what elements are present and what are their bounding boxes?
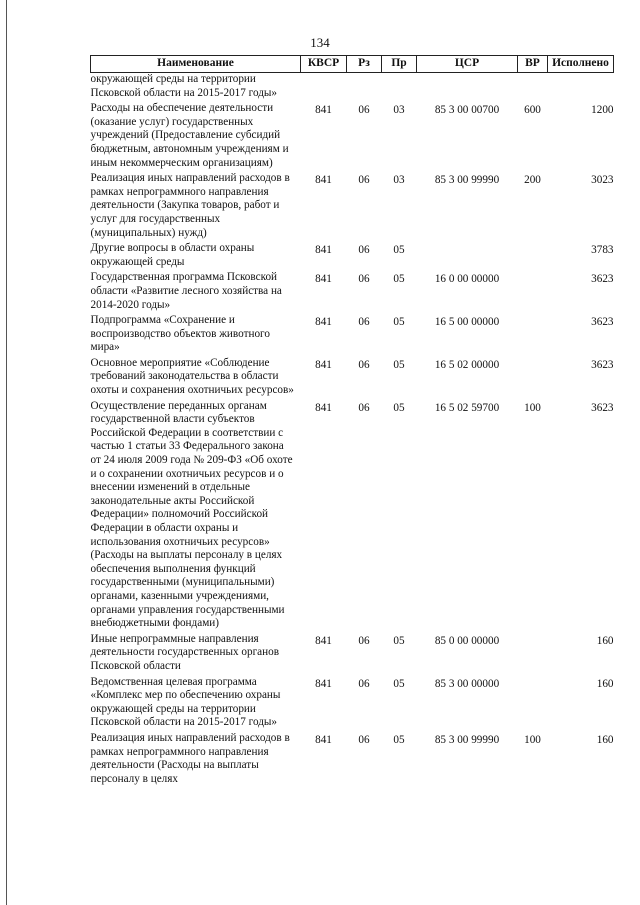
row-name: Реализация иных направлений расходов в рамках непрограммного направления деятельности (Расходы на выплаты персоналу в целях: [90, 731, 290, 785]
table-row: [91, 242, 614, 271]
row-sum: 160: [596, 677, 614, 690]
row-pr: 05: [393, 244, 405, 257]
row-vr: 200: [524, 174, 541, 187]
row-pr: 05: [393, 273, 405, 286]
row-csr: 85 3 00 00700: [434, 104, 500, 117]
row-csr: 85 3 00 00000: [434, 677, 500, 690]
row-kvsr: 841: [315, 677, 332, 690]
table-row: [91, 271, 614, 314]
row-sum: 3623: [591, 316, 614, 329]
row-csr: 85 0 00 00000: [434, 634, 500, 647]
row-kvsr: 841: [315, 358, 332, 371]
row-pr: 05: [393, 677, 405, 690]
page-number: 134: [310, 35, 330, 50]
row-rz: [347, 73, 382, 103]
row-rz: 06: [358, 316, 370, 329]
row-csr: 16 0 00 00000: [434, 273, 500, 286]
row-sum: 3623: [591, 401, 614, 414]
row-pr: [382, 73, 417, 103]
row-sum: 3783: [591, 244, 614, 257]
row-kvsr: 841: [315, 174, 332, 187]
row-kvsr: 841: [315, 733, 332, 746]
table-row: [91, 357, 614, 400]
row-name: Государственная программа Псковской области «Развитие лесного хозяйства на 2014-2020 годы»: [90, 271, 282, 311]
row-kvsr: 841: [315, 634, 332, 647]
header-sum: Исполнено: [548, 56, 614, 73]
row-csr: 16 5 00 00000: [434, 316, 500, 329]
header-pr: Пр: [382, 56, 417, 73]
row-kvsr: 841: [315, 244, 332, 257]
row-rz: 06: [358, 273, 370, 286]
row-rz: 06: [358, 174, 370, 187]
row-kvsr: [301, 73, 347, 103]
row-vr: 600: [524, 104, 541, 117]
row-rz: 06: [358, 401, 370, 414]
row-sum: 3623: [591, 358, 614, 371]
row-pr: 03: [393, 174, 405, 187]
scan-edge-line: [6, 0, 7, 905]
row-vr: [518, 357, 548, 400]
row-csr: 85 3 00 99990: [434, 174, 500, 187]
row-rz: 06: [358, 244, 370, 257]
row-name: Другие вопросы в области охраны окружающей среды: [90, 242, 255, 268]
row-kvsr: 841: [315, 316, 332, 329]
row-vr: 100: [524, 401, 541, 414]
row-name: окружающей среды на территории Псковской области на 2015-2017 годы»: [90, 73, 278, 99]
row-name: Реализация иных направлений расходов в рамках непрограммного направления деятельности (Закупка товаров, работ и услуг для государственных (муниципальных) нужд): [90, 172, 290, 239]
header-vr: ВР: [518, 56, 548, 73]
row-sum: 160: [596, 634, 614, 647]
row-rz: 06: [358, 733, 370, 746]
row-vr: [518, 271, 548, 314]
row-csr: 16 5 02 00000: [434, 358, 500, 371]
header-rz: Рз: [347, 56, 382, 73]
row-rz: 06: [358, 358, 370, 371]
row-sum: 160: [596, 733, 614, 746]
row-kvsr: 841: [315, 401, 332, 414]
row-pr: 05: [393, 634, 405, 647]
row-name: Подпрограмма «Сохранение и воспроизводство объектов животного мира»: [90, 314, 270, 354]
row-sum: 1200: [591, 104, 614, 117]
row-pr: 05: [393, 733, 405, 746]
row-pr: 03: [393, 104, 405, 117]
table-row: [91, 102, 614, 172]
row-rz: 06: [358, 677, 370, 690]
row-name: Ведомственная целевая программа «Комплекс мер по обеспечению охраны окружающей среды на территории Псковской области на 2015-2017 годы»: [90, 675, 281, 729]
row-pr: 05: [393, 316, 405, 329]
row-pr: 05: [393, 401, 405, 414]
table-row: [91, 314, 614, 357]
row-sum: 3623: [591, 273, 614, 286]
header-kvsr: КВСР: [301, 56, 347, 73]
row-sum: [548, 73, 614, 103]
row-csr: 85 3 00 99990: [434, 733, 500, 746]
header-name: Наименование: [91, 56, 301, 73]
row-vr: [518, 73, 548, 103]
row-pr: 05: [393, 358, 405, 371]
row-kvsr: 841: [315, 273, 332, 286]
row-vr: [518, 314, 548, 357]
row-csr: [417, 73, 518, 103]
row-csr: 16 5 02 59700: [434, 401, 500, 414]
row-vr: [518, 633, 548, 676]
budget-table: [90, 55, 614, 788]
table-header-row: [91, 56, 614, 73]
table-row: [91, 732, 614, 788]
row-rz: 06: [358, 104, 370, 117]
row-vr: [518, 676, 548, 732]
row-sum: 3023: [591, 174, 614, 187]
table-row: [91, 172, 614, 242]
header-csr: ЦСР: [417, 56, 518, 73]
row-kvsr: 841: [315, 104, 332, 117]
row-rz: 06: [358, 634, 370, 647]
row-name: Основное мероприятие «Соблюдение требований законодательства в области охоты и сохранения охотничьих ресурсов»: [90, 356, 294, 397]
row-vr: [518, 242, 548, 271]
row-vr: 100: [524, 733, 541, 746]
table-row: [91, 633, 614, 676]
row-name: Осуществление переданных органам государственной власти субъектов Российской Федерации в соответствии с частью 1 статьи 33 Федерального закона от 24 июля 2009 года № 209-ФЗ «Об охоте и о сохранении охотничьих ресурсов и о внесении изменений в отдельные законодательные акты Российской Федерации» полномочий Российской Федерации в области охраны и использования охотничьих ресурсов» (Расходы на выплаты персоналу в целях обеспечения выполнения функций государственными (муниципальными) органами, казенными учреждениями, органами управления государственными внебюджетными фондами): [90, 399, 293, 630]
table-row: [91, 676, 614, 732]
row-name: Расходы на обеспечение деятельности (оказание услуг) государственных учреждений (Предоставление субсидий бюджетным, автономным учреждениям и иным некоммерческим организациям): [90, 102, 289, 169]
row-name: Иные непрограммные направления деятельности государственных органов Псковской области: [90, 632, 280, 672]
table-row: [91, 73, 614, 103]
row-csr: [417, 242, 518, 271]
table-row: [91, 400, 614, 633]
